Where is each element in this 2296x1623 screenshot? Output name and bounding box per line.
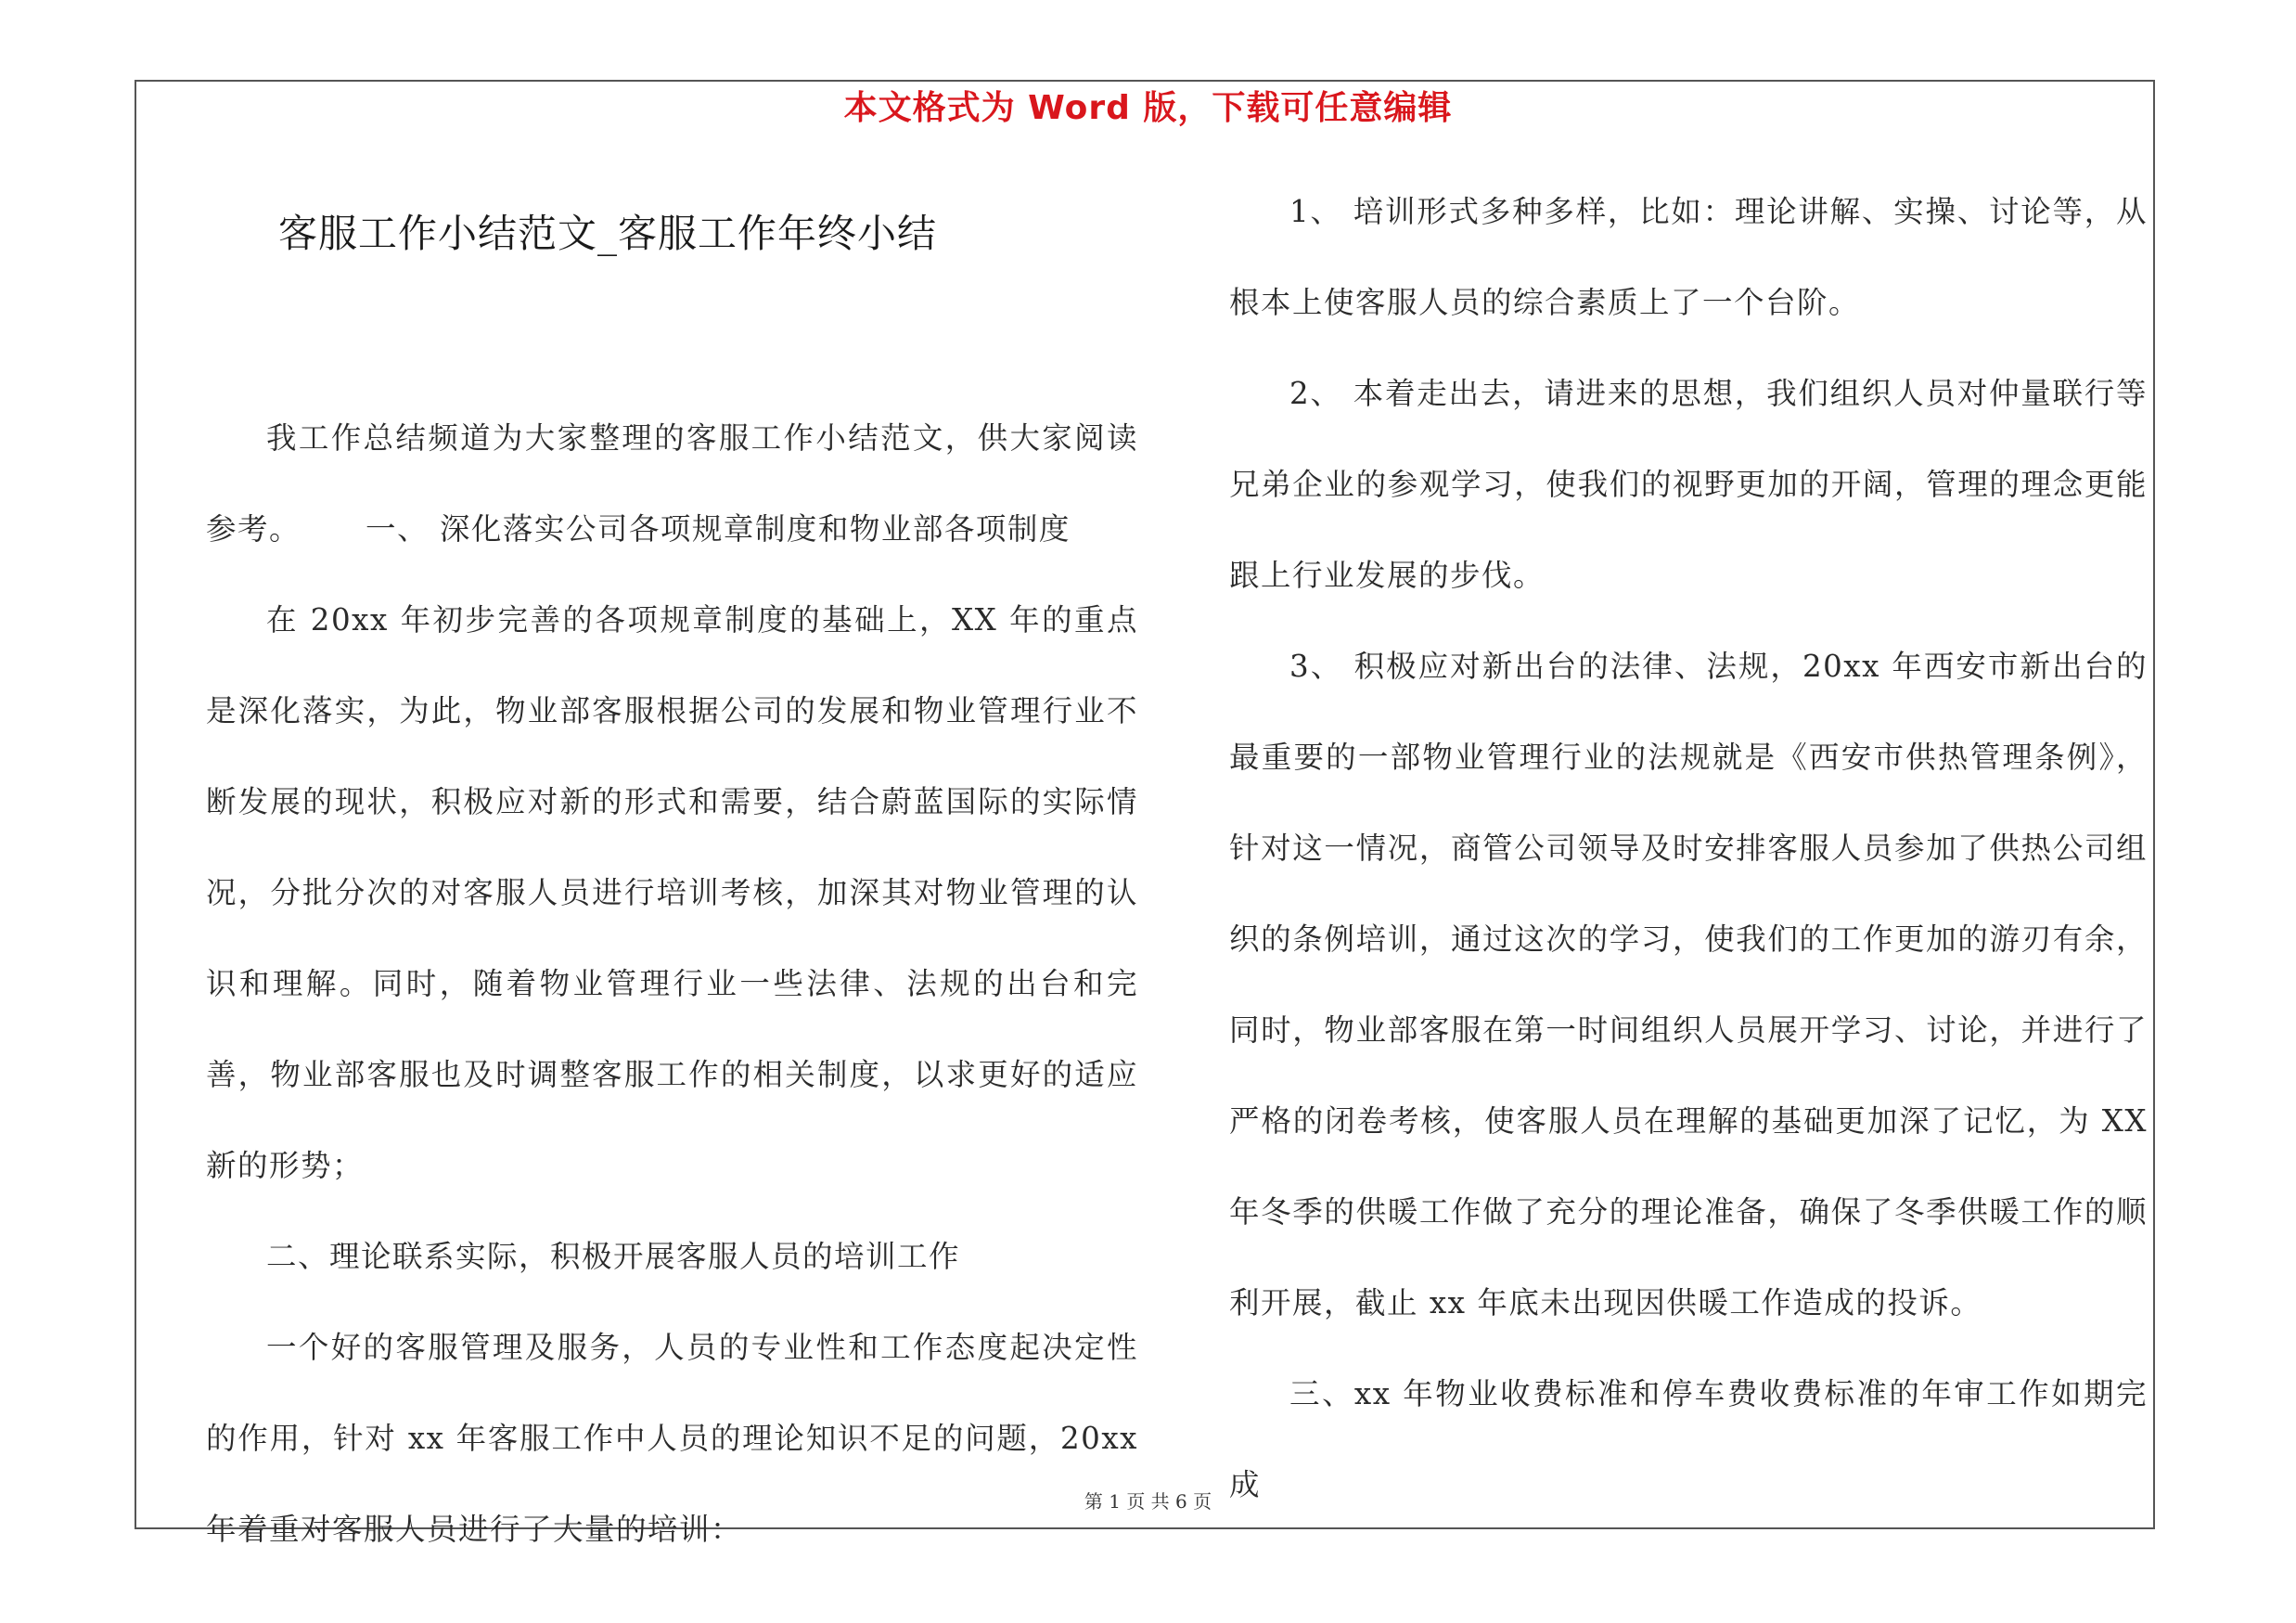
section-heading-2: 二、理论联系实际，积极开展客服人员的培训工作 bbox=[266, 1239, 961, 1274]
body-paragraph: 一个好的客服管理及服务，人员的专业性和工作态度起决定性的作用，针对 xx 年客服工作中人员的理论知识不足的问题，20xx 年着重对客服人员进行了大量的培训： bbox=[206, 1330, 1138, 1547]
right-column bbox=[1229, 166, 2148, 1530]
section-heading-1: 一、 深化落实公司各项规章制度和物业部各项制度 bbox=[366, 511, 1071, 547]
document-title: 客服工作小结范文_客服工作年终小结 bbox=[278, 211, 938, 256]
intro-text: 我工作总结频道为大家整理的客服工作小结范文，供大家阅读参考。 bbox=[206, 420, 1138, 547]
list-item-2: 2、 本着走出去，请进来的思想，我们组织人员对仲量联行等兄弟企业的参观学习，使我们的视野更加的开阔，管理的理念更能跟上行业发展的步伐。 bbox=[1229, 376, 2148, 593]
left-column bbox=[206, 393, 1138, 1575]
page-number-footer: 第 1 页 共 6 页 bbox=[1084, 1490, 1212, 1513]
section-heading-3: 三、xx 年物业收费标准和停车费收费标准的年审工作如期完成 bbox=[1229, 1376, 2148, 1502]
list-item-1: 1、 培训形式多种多样，比如：理论讲解、实操、讨论等，从根本上使客服人员的综合素质上了一个台阶。 bbox=[1229, 194, 2148, 320]
list-item-3: 3、 积极应对新出台的法律、法规，20xx 年西安市新出台的最重要的一部物业管理行业的法规就是《西安市供热管理条例》，针对这一情况，商管公司领导及时安排客服人员参加了供热公司组织的条例培训，通过这次的学习，使我们的工作更加的游刃有余，同时，物业部客服在第一时间组织人员展开学习、讨论，并进行了严格的闭卷考核，使客服人员在理解的基础更加深了记忆，为 XX 年冬季的供暖工作做了充分的理论准备，确保了冬季供暖工作的顺利开展，截止 xx 年底未出现因供暖工作造成的投诉。 bbox=[1229, 649, 2148, 1320]
format-notice-banner: 本文格式为 Word 版，下载可任意编辑 bbox=[843, 89, 1453, 127]
intro-paragraph bbox=[206, 393, 1138, 574]
body-paragraph: 在 20xx 年初步完善的各项规章制度的基础上，XX 年的重点是深化落实，为此，物业部客服根据公司的发展和物业管理行业不断发展的现状，积极应对新的形式和需要，结合蔚蓝国际的实际情况，分批分次的对客服人员进行培训考核，加深其对物业管理的认识和理解。同时，随着物业管理行业一些法律、法规的出台和完善，物业部客服也及时调整客服工作的相关制度，以求更好的适应新的形势； bbox=[206, 602, 1138, 1183]
